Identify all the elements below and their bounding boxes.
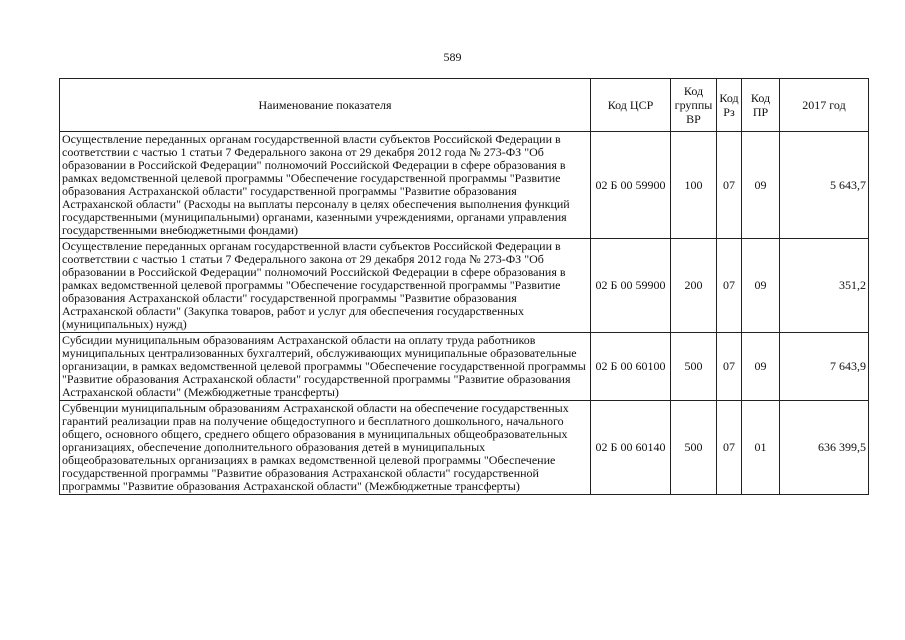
row-vr-cell: 500	[671, 401, 717, 495]
row-rz-cell: 07	[717, 239, 742, 333]
header-name: Наименование показателя	[60, 79, 591, 132]
row-vr-cell: 500	[671, 333, 717, 401]
row-vr-cell: 100	[671, 132, 717, 239]
table-row	[60, 239, 869, 333]
row-csr-cell: 02 Б 00 60100	[591, 333, 671, 401]
row-vr-cell: 200	[671, 239, 717, 333]
table-header-row	[60, 79, 869, 132]
row-csr-cell: 02 Б 00 59900	[591, 239, 671, 333]
row-csr-cell: 02 Б 00 60140	[591, 401, 671, 495]
page-number: 589	[443, 50, 462, 64]
table-row	[60, 401, 869, 495]
header-pr: Код ПР	[742, 79, 780, 132]
table-row	[60, 132, 869, 239]
table-row	[60, 333, 869, 401]
row-rz-cell: 07	[717, 401, 742, 495]
header-year: 2017 год	[780, 79, 869, 132]
row-name-cell: Осуществление переданных органам государственной власти субъектов Российской Федерации в соответствии с частью 1 статьи 7 Федерального закона от 29 декабря 2012 года № 273-ФЗ "Об образовании в Российской Федерации" полномочий Российской Федерации в сфере образования в рамках ведомственной целевой программы "Обеспечение государственной программы "Развитие образования Астраханской области" государственной программы "Развитие образования Астраханской области" (Расходы на выплаты персоналу в целях обеспечения выполнения функций государственными (муниципальными) органами, казенными учреждениями, органами управления государственными внебюджетными фондами)	[60, 132, 591, 239]
row-rz-cell: 07	[717, 132, 742, 239]
row-pr-cell: 09	[742, 333, 780, 401]
row-pr-cell: 09	[742, 132, 780, 239]
row-pr-cell: 09	[742, 239, 780, 333]
row-name-cell: Осуществление переданных органам государственной власти субъектов Российской Федерации в соответствии с частью 1 статьи 7 Федерального закона от 29 декабря 2012 года № 273-ФЗ "Об образовании в Российской Федерации" полномочий Российской Федерации в сфере образования в рамках ведомственной целевой программы "Обеспечение государственной программы "Развитие образования Астраханской области" государственной программы "Развитие образования Астраханской области" (Закупка товаров, работ и услуг для обеспечения государственных (муниципальных) нужд)	[60, 239, 591, 333]
header-rz: Код Рз	[717, 79, 742, 132]
header-csr: Код ЦСР	[591, 79, 671, 132]
row-amount-cell: 636 399,5	[780, 401, 869, 495]
row-csr-cell: 02 Б 00 59900	[591, 132, 671, 239]
row-rz-cell: 07	[717, 333, 742, 401]
header-vr: Код группы ВР	[671, 79, 717, 132]
row-name-cell: Субвенции муниципальным образованиям Астраханской области на обеспечение государственных гарантий реализации прав на получение общедоступного и бесплатного дошкольного, начального общего, основного общего, среднего общего образования в муниципальных общеобразовательных организациях, обеспечение дополнительного образования детей в муниципальных общеобразовательных организациях в рамках ведомственной целевой программы "Обеспечение государственной программы "Развитие образования Астраханской области" государственной программы "Развитие образования Астраханской области" (Межбюджетные трансферты)	[60, 401, 591, 495]
row-amount-cell: 7 643,9	[780, 333, 869, 401]
row-amount-cell: 351,2	[780, 239, 869, 333]
budget-table	[59, 78, 869, 495]
row-name-cell: Субсидии муниципальным образованиям Астраханской области на оплату труда работников муниципальных централизованных бухгалтерий, обслуживающих муниципальные образовательные организации, в рамках ведомственной целевой программы "Обеспечение государственной программы "Развитие образования Астраханской области" государственной программы "Развитие образования Астраханской области" (Межбюджетные трансферты)	[60, 333, 591, 401]
row-amount-cell: 5 643,7	[780, 132, 869, 239]
row-pr-cell: 01	[742, 401, 780, 495]
